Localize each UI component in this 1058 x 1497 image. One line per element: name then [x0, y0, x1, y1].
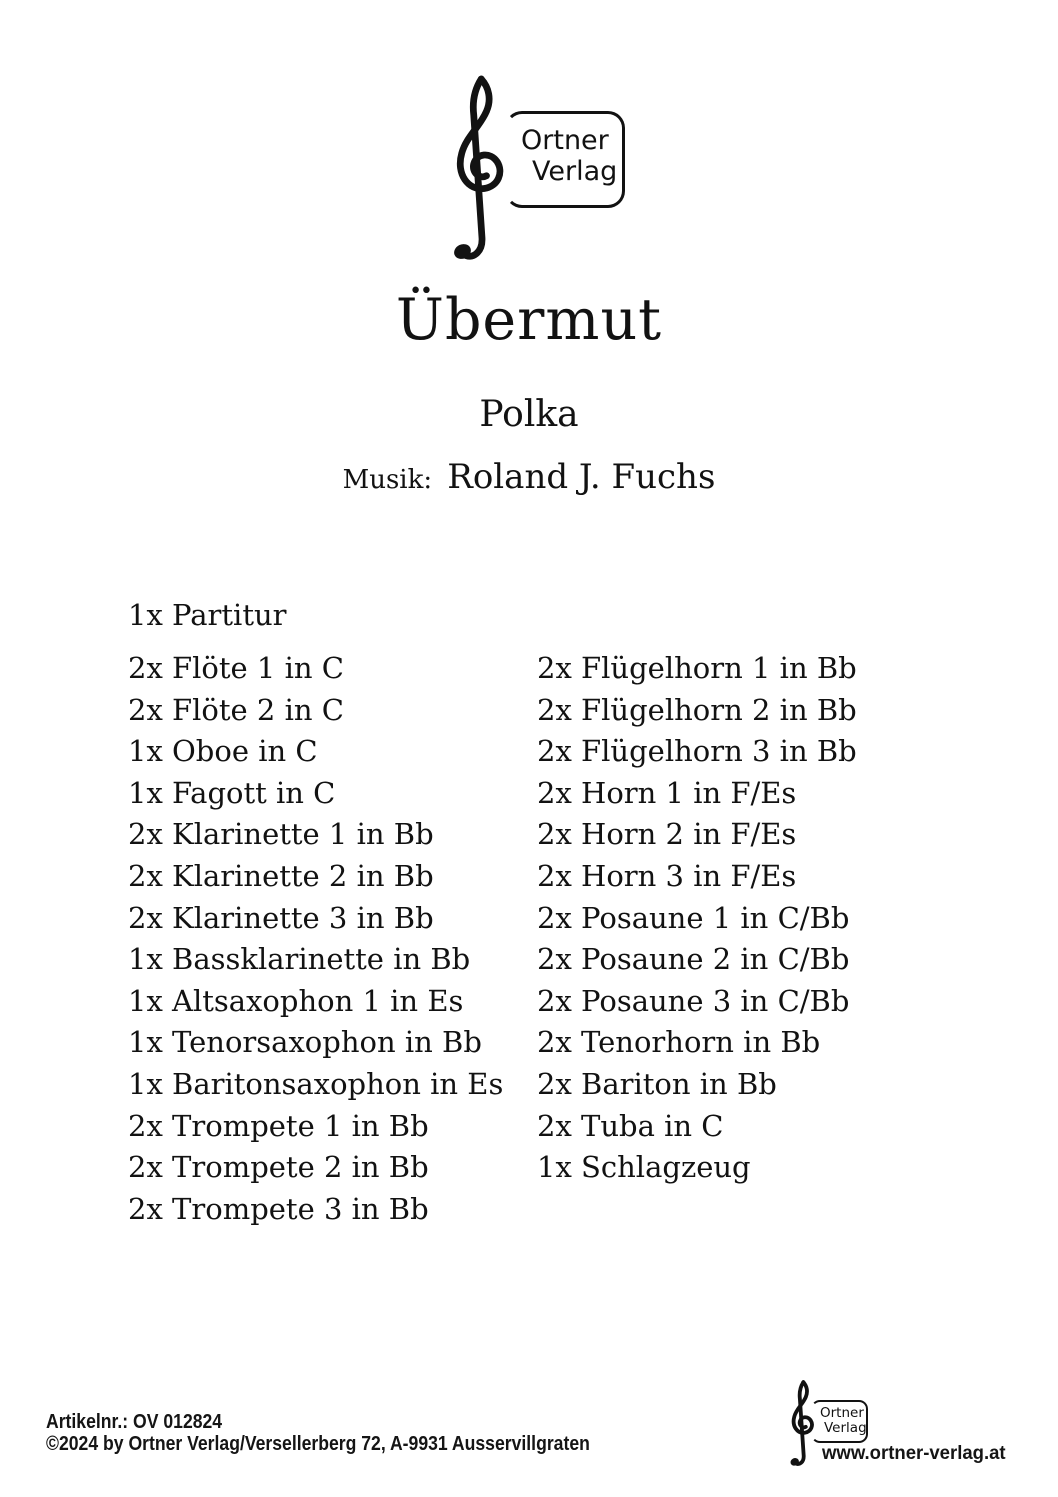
part-item: 2x Horn 1 in F/Es: [537, 775, 797, 810]
parts-left-column: [128, 648, 503, 1230]
composer-name: Roland J. Fuchs: [447, 457, 716, 497]
page-title: Übermut: [395, 287, 663, 353]
part-item: 2x Trompete 3 in Bb: [128, 1191, 429, 1226]
part-item: 2x Flöte 1 in C: [128, 651, 344, 685]
part-item: 2x Posaune 3 in C/Bb: [537, 983, 850, 1018]
parts-right-column: [537, 648, 857, 1189]
composer-credit: [0, 455, 1058, 505]
part-item: 2x Horn 2 in F/Es: [537, 817, 797, 852]
publisher-logo: [440, 69, 625, 281]
part-item: 2x Klarinette 3 in Bb: [128, 900, 434, 935]
part-item: 2x Tenorhorn in Bb: [537, 1025, 821, 1060]
footer-publisher-logo: [783, 1376, 1013, 1476]
part-item: 2x Posaune 1 in C/Bb: [537, 900, 850, 935]
footer-logo-name-line1: Ortner: [820, 1405, 864, 1421]
part-item: 2x Tuba in C: [537, 1108, 724, 1143]
part-item: 2x Horn 3 in F/Es: [537, 858, 797, 893]
footer-imprint: [46, 1412, 664, 1455]
footer-treble-clef-icon: [784, 1378, 822, 1475]
logo-name-line1: Ortner: [521, 125, 609, 156]
part-item: 2x Trompete 2 in Bb: [128, 1150, 429, 1185]
part-item: 2x Flöte 2 in C: [128, 692, 344, 727]
score-line: 1x Partitur: [128, 598, 287, 632]
part-item: 2x Posaune 2 in C/Bb: [537, 942, 850, 977]
part-item: 1x Baritonsaxophon in Es: [128, 1066, 504, 1101]
part-item: 1x Altsaxophon 1 in Es: [128, 983, 464, 1018]
part-item: 2x Flügelhorn 3 in Bb: [537, 734, 857, 769]
part-item: 2x Bariton in Bb: [537, 1066, 777, 1101]
footer-website: www.ortner-verlag.at: [822, 1442, 1006, 1464]
part-item: 1x Bassklarinette in Bb: [128, 942, 471, 977]
footer-article-number: Artikelnr.: OV 012824: [46, 1411, 223, 1433]
part-item: 1x Oboe in C: [128, 734, 318, 769]
part-item: 2x Klarinette 1 in Bb: [128, 817, 434, 852]
logo-box: [505, 111, 625, 208]
part-item: 1x Tenorsaxophon in Bb: [128, 1025, 482, 1060]
piece-subtitle: Polka: [479, 394, 579, 435]
treble-clef-icon: [441, 70, 520, 280]
logo-name-line2: Verlag: [532, 156, 618, 187]
part-item: 2x Trompete 1 in Bb: [128, 1108, 429, 1143]
footer-logo-name-line2: Verlag: [824, 1420, 867, 1436]
part-item: 1x Fagott in C: [128, 775, 336, 810]
part-item: 2x Flügelhorn 2 in Bb: [537, 692, 857, 727]
credit-label: Musik:: [342, 465, 433, 495]
part-item: 1x Schlagzeug: [537, 1150, 751, 1185]
part-item: 2x Klarinette 2 in Bb: [128, 858, 434, 893]
footer-copyright: ©2024 by Ortner Verlag/Versellerberg 72, A-9931 Ausservillgraten: [46, 1432, 590, 1455]
part-item: 2x Flügelhorn 1 in Bb: [537, 651, 857, 685]
